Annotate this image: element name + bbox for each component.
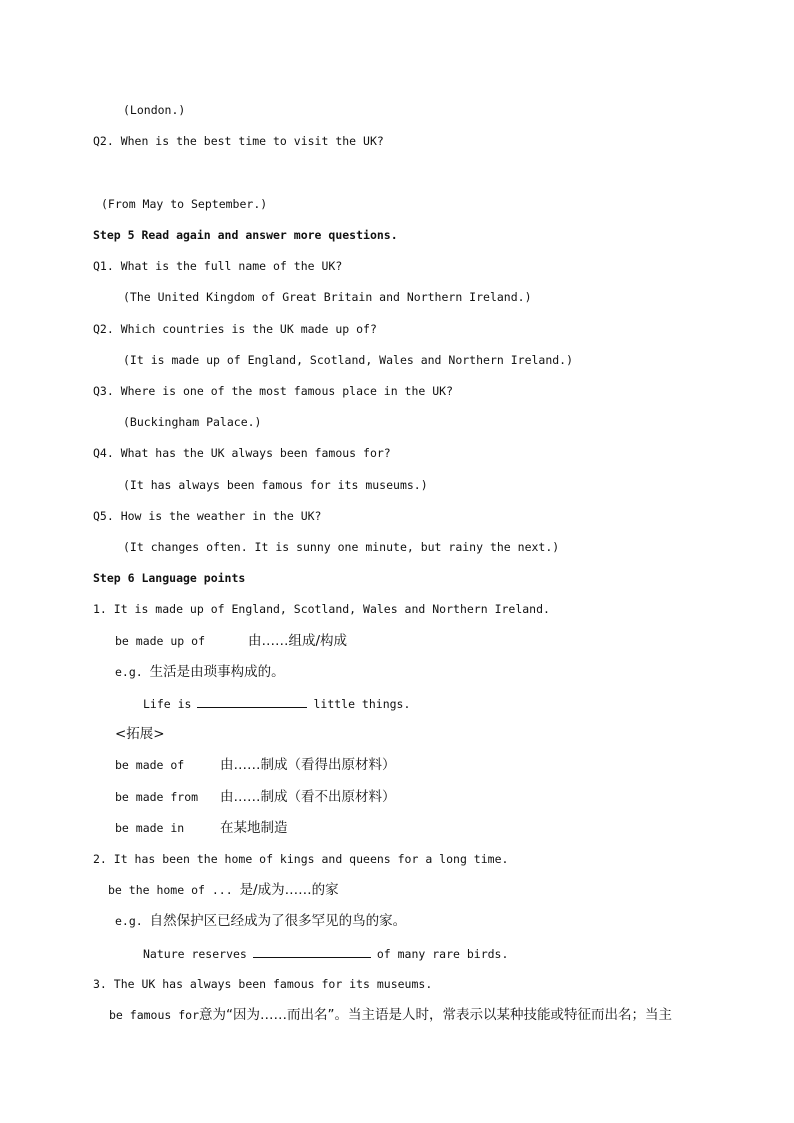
example-row [115, 913, 406, 929]
example-label: e.g. [115, 665, 143, 679]
language-point: 1. It is made up of England, Scotland, Wales and Northern Ireland. [93, 602, 550, 616]
answer-text: (From May to September.) [101, 197, 268, 211]
answer-text: (Buckingham Palace.) [123, 415, 262, 429]
answer-text: (London.) [123, 103, 186, 117]
question-text: Q2. Which countries is the UK made up of? [93, 322, 377, 336]
answer-text: (It is made up of England, Scotland, Wales and Northern Ireland.) [123, 353, 574, 367]
question-text: Q3. Where is one of the most famous place in the UK? [93, 384, 454, 398]
phrase-cn: 由……组成/构成 [248, 633, 348, 649]
phrase-cn: 是/成为……的家 [239, 882, 339, 898]
answer-text: (It has always been famous for its museums.) [123, 478, 428, 492]
phrase-en: be famous for [109, 1008, 200, 1022]
phrase-en: be made in [115, 821, 185, 835]
question-text: Q5. How is the weather in the UK? [93, 509, 322, 523]
example-row [115, 664, 285, 680]
answer-blank[interactable] [197, 695, 307, 708]
example-label: e.g. [115, 914, 143, 928]
phrase-row [115, 820, 288, 836]
blank-prefix: Nature reserves [143, 947, 247, 961]
question-text: Q1. What is the full name of the UK? [93, 259, 343, 273]
fill-blank-row [143, 695, 410, 712]
answer-text: (It changes often. It is sunny one minute, but rainy the next.) [123, 540, 560, 554]
extension-label: <拓展> [115, 726, 165, 742]
language-point: 2. It has been the home of kings and queens for a long time. [93, 852, 509, 866]
fill-blank-row [143, 945, 508, 962]
phrase-row [108, 882, 339, 898]
language-point: 3. The UK has always been famous for its museums. [93, 977, 433, 991]
example-cn: 生活是由琐事构成的。 [149, 664, 285, 680]
blank-suffix: of many rare birds. [376, 947, 509, 961]
phrase-en: be made of [115, 758, 185, 772]
phrase-row [109, 1007, 672, 1023]
question-text: Q4. What has the UK always been famous for? [93, 446, 391, 460]
phrase-cn: 由……制成（看得出原材料） [220, 757, 396, 773]
phrase-cn: 在某地制造 [220, 820, 288, 836]
step-heading: Step 6 Language points [93, 571, 246, 585]
step-heading: Step 5 Read again and answer more questions. [93, 228, 398, 242]
blank-suffix: little things. [313, 697, 411, 711]
answer-text: (The United Kingdom of Great Britain and Northern Ireland.) [123, 290, 532, 304]
phrase-en: be the home of ... [108, 883, 233, 897]
phrase-row [115, 633, 348, 649]
phrase-en: be made up of [115, 634, 206, 648]
phrase-row [115, 757, 396, 773]
question-text: Q2. When is the best time to visit the UK? [93, 134, 384, 148]
blank-prefix: Life is [143, 697, 192, 711]
phrase-cn: 由……制成（看不出原材料） [220, 789, 396, 805]
phrase-row [115, 789, 396, 805]
answer-blank[interactable] [253, 945, 371, 958]
phrase-cn: 意为“因为……而出名”。当主语是人时，常表示以某种技能或特征而出名；当主 [199, 1007, 673, 1023]
phrase-en: be made from [115, 790, 199, 804]
example-cn: 自然保护区已经成为了很多罕见的鸟的家。 [149, 913, 407, 929]
